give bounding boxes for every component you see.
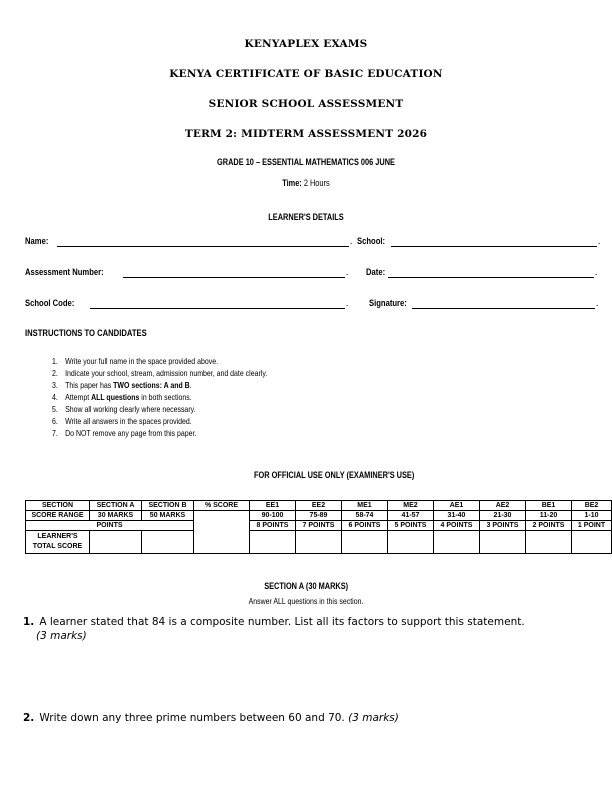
instruction-item: [52, 392, 192, 402]
table-row: [26, 511, 612, 521]
table-cell[interactable]: [342, 531, 388, 554]
school-label: School:: [357, 236, 386, 246]
table-cell[interactable]: [480, 531, 526, 554]
table-cell: 90-100: [250, 511, 296, 521]
table-cell: 50 MARKS: [142, 511, 194, 521]
question-text: Write down any three prime numbers between 60 and 70.: [39, 712, 345, 724]
official-use-heading: FOR OFFICIAL USE ONLY (EXAMINER'S USE): [254, 470, 415, 480]
table-cell: ME2: [388, 501, 434, 511]
instructions-heading: INSTRUCTIONS TO CANDIDATES: [25, 328, 147, 338]
table-row: [26, 501, 612, 511]
question-1: [23, 615, 581, 643]
table-cell[interactable]: [526, 531, 572, 554]
assessment-title: SENIOR SCHOOL ASSESSMENT: [208, 98, 404, 110]
assessment-number-field[interactable]: [123, 277, 345, 278]
table-cell: EE2: [296, 501, 342, 511]
table-row: [26, 531, 612, 554]
table-cell: BE2: [572, 501, 612, 511]
instruction-number: 7.: [52, 428, 58, 438]
term-title: TERM 2: MIDTERM ASSESSMENT 2026: [184, 128, 428, 140]
table-cell: SECTION A: [90, 501, 142, 511]
date-dot: .: [595, 267, 598, 277]
table-cell[interactable]: [388, 531, 434, 554]
question-2: [23, 711, 581, 725]
instruction-text: Indicate your school, stream, admission number, and date clearly.: [65, 368, 268, 378]
table-cell: 8 POINTS: [250, 521, 296, 531]
table-cell: 5 POINTS: [388, 521, 434, 531]
instruction-text: Write your full name in the space provided above.: [65, 356, 219, 366]
question-marks: (3 marks): [36, 630, 87, 642]
signature-label: Signature:: [369, 298, 407, 308]
name-label: Name:: [25, 236, 49, 246]
learner-details-heading: [0, 207, 612, 225]
date-field[interactable]: [388, 277, 594, 278]
instruction-item: [52, 356, 218, 366]
table-cell: 30 MARKS: [90, 511, 142, 521]
assessment-number-label: Assessment Number:: [25, 267, 104, 277]
section-a-subheading-text: Answer ALL questions in this section.: [248, 596, 364, 606]
time-label: Time:: [282, 178, 302, 188]
certificate-title: KENYA CERTIFICATE OF BASIC EDUCATION: [169, 68, 443, 80]
instruction-text: Write all answers in the spaces provided.: [65, 416, 192, 426]
instruction-text: Do NOT remove any page from this paper.: [65, 428, 197, 438]
table-cell: AE2: [480, 501, 526, 511]
question-text: A learner stated that 84 is a composite number. List all its factors to support this statement.: [39, 616, 525, 628]
instruction-text: This paper has: [65, 380, 114, 390]
instruction-number: 1.: [52, 356, 58, 366]
instruction-item: [52, 380, 192, 390]
table-cell: 58-74: [342, 511, 388, 521]
table-cell: POINTS: [26, 521, 194, 531]
table-cell: BE1: [526, 501, 572, 511]
subject-line: [0, 157, 612, 167]
table-cell: 6 POINTS: [342, 521, 388, 531]
table-cell: LEARNER'S TOTAL SCORE: [26, 531, 90, 554]
table-cell: 4 POINTS: [434, 521, 480, 531]
table-cell: 41-57: [388, 511, 434, 521]
table-cell[interactable]: [296, 531, 342, 554]
percent-score-cell[interactable]: [194, 511, 250, 554]
table-cell: 31-40: [434, 511, 480, 521]
instruction-item: [52, 404, 196, 414]
table-cell: 7 POINTS: [296, 521, 342, 531]
table-cell: % SCORE: [194, 501, 250, 511]
table-cell: SECTION B: [142, 501, 194, 511]
name-field[interactable]: [57, 246, 349, 247]
table-cell: 2 POINTS: [526, 521, 572, 531]
time-line: [0, 173, 612, 191]
signature-field[interactable]: [412, 308, 595, 309]
table-cell[interactable]: [250, 531, 296, 554]
instruction-text: Show all working clearly where necessary.: [65, 404, 196, 414]
exam-body-title: KENYAPLEX EXAMS: [244, 38, 368, 50]
school-code-field[interactable]: [90, 308, 345, 309]
section-a-heading-text: SECTION A (30 MARKS): [264, 581, 348, 591]
school-field[interactable]: [391, 246, 597, 247]
instruction-text: Attempt: [65, 392, 92, 402]
instruction-item: [52, 416, 192, 426]
section-a-subheading: [0, 591, 612, 609]
instruction-number: 3.: [52, 380, 58, 390]
table-cell: 21-30: [480, 511, 526, 521]
instruction-number: 2.: [52, 368, 58, 378]
table-cell: AE1: [434, 501, 480, 511]
table-cell: ME1: [342, 501, 388, 511]
date-label: Date:: [366, 267, 386, 277]
table-cell: 3 POINTS: [480, 521, 526, 531]
table-cell: SECTION: [26, 501, 90, 511]
table-cell: 1 POINT: [572, 521, 612, 531]
school-code-label: School Code:: [25, 298, 75, 308]
instruction-number: 5.: [52, 404, 58, 414]
instruction-item: [52, 428, 196, 438]
instruction-text: .: [189, 380, 192, 390]
table-cell: 1-10: [572, 511, 612, 521]
question-marks: (3 marks): [348, 712, 399, 724]
score-table: [25, 500, 612, 554]
instruction-item: [52, 368, 267, 378]
table-row: [26, 521, 612, 531]
instruction-emphasis: ALL questions: [91, 392, 140, 402]
table-cell: 75-89: [296, 511, 342, 521]
question-number: 2.: [23, 712, 35, 724]
school-dot: .: [598, 236, 601, 246]
learner-details-heading-text: LEARNER'S DETAILS: [268, 212, 344, 222]
table-cell[interactable]: [572, 531, 612, 554]
table-cell: EE1: [250, 501, 296, 511]
school-code-dot: .: [346, 298, 349, 308]
section-b-score-cell[interactable]: [142, 531, 194, 554]
subject-title: GRADE 10 – ESSENTIAL MATHEMATICS 006 JUNE: [217, 157, 395, 167]
assessment-number-dot: .: [346, 267, 349, 277]
question-number: 1.: [23, 616, 35, 628]
table-cell[interactable]: [434, 531, 480, 554]
instruction-text: in both sections.: [139, 392, 192, 402]
name-dot: .: [350, 236, 353, 246]
section-a-score-cell[interactable]: [90, 531, 142, 554]
instruction-number: 4.: [52, 392, 58, 402]
table-cell: SCORE RANGE: [26, 511, 90, 521]
table-cell: 11-20: [526, 511, 572, 521]
time-value: 2 Hours: [303, 178, 330, 188]
instruction-emphasis: TWO sections: A and B: [113, 380, 190, 390]
instruction-number: 6.: [52, 416, 58, 426]
signature-dot: .: [596, 298, 599, 308]
